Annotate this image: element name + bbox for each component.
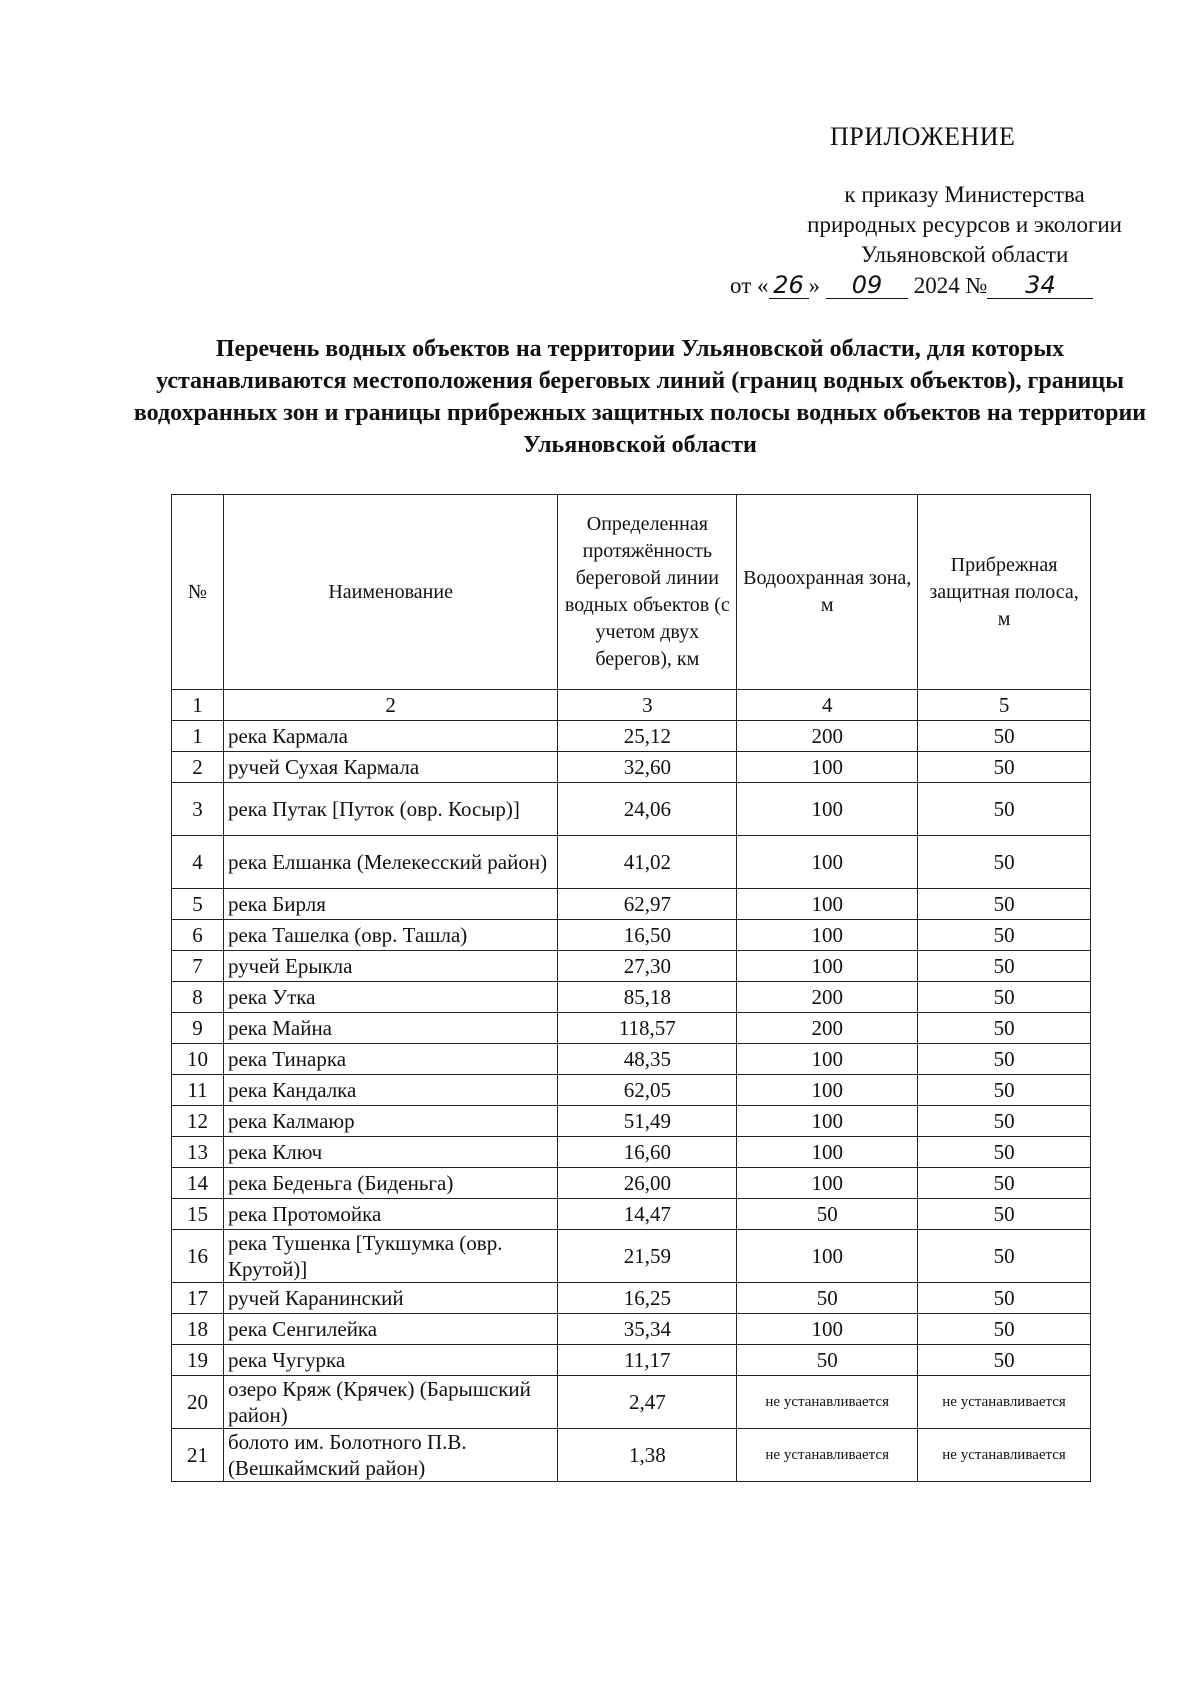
table-row bbox=[172, 752, 1091, 783]
row-strip: 50 bbox=[918, 982, 1091, 1013]
row-zone: 100 bbox=[737, 1230, 918, 1283]
table-row bbox=[172, 982, 1091, 1013]
header-name: Наименование bbox=[223, 495, 557, 690]
row-zone: 100 bbox=[737, 752, 918, 783]
order-line-2: природных ресурсов и экологии bbox=[807, 212, 1122, 237]
row-length: 21,59 bbox=[558, 1230, 737, 1283]
row-length: 51,49 bbox=[558, 1106, 737, 1137]
row-number: 17 bbox=[172, 1283, 224, 1314]
row-strip: 50 bbox=[918, 951, 1091, 982]
row-length: 24,06 bbox=[558, 783, 737, 836]
row-strip: 50 bbox=[918, 1044, 1091, 1075]
row-name: река Тинарка bbox=[223, 1044, 557, 1075]
table-row bbox=[172, 783, 1091, 836]
handwritten-month: 09 bbox=[826, 272, 908, 299]
row-length: 26,00 bbox=[558, 1168, 737, 1199]
row-name: ручей Ерыкла bbox=[223, 951, 557, 982]
table-header-row bbox=[172, 495, 1091, 690]
row-name: река Майна bbox=[223, 1013, 557, 1044]
row-name: болото им. Болотного П.В. (Вешкаймский район) bbox=[223, 1429, 557, 1482]
row-number: 7 bbox=[172, 951, 224, 982]
table-row bbox=[172, 1345, 1091, 1376]
row-length: 27,30 bbox=[558, 951, 737, 982]
row-name: река Тушенка [Тукшумка (овр. Крутой)] bbox=[223, 1230, 557, 1283]
row-zone: 100 bbox=[737, 1106, 918, 1137]
column-numbers-row bbox=[172, 690, 1091, 721]
row-length: 32,60 bbox=[558, 752, 737, 783]
row-length: 41,02 bbox=[558, 836, 737, 889]
row-strip: 50 bbox=[918, 1075, 1091, 1106]
row-strip: не устанавливается bbox=[918, 1429, 1091, 1482]
row-strip: 50 bbox=[918, 889, 1091, 920]
row-name: река Путак [Путок (овр. Косыр)] bbox=[223, 783, 557, 836]
year-number-label: 2024 № bbox=[913, 273, 988, 298]
row-name: река Бирля bbox=[223, 889, 557, 920]
row-number: 4 bbox=[172, 836, 224, 889]
row-name: река Ташелка (овр. Ташла) bbox=[223, 920, 557, 951]
row-zone: 50 bbox=[737, 1345, 918, 1376]
col-number: 1 bbox=[172, 690, 224, 721]
row-number: 21 bbox=[172, 1429, 224, 1482]
table-row bbox=[172, 836, 1091, 889]
date-mid: » bbox=[808, 273, 820, 298]
row-strip: 50 bbox=[918, 1283, 1091, 1314]
order-line-1: к приказу Министерства bbox=[844, 182, 1085, 207]
row-name: река Утка bbox=[223, 982, 557, 1013]
row-number: 3 bbox=[172, 783, 224, 836]
row-zone: 100 bbox=[737, 920, 918, 951]
row-strip: 50 bbox=[918, 1345, 1091, 1376]
table-row bbox=[172, 951, 1091, 982]
row-number: 13 bbox=[172, 1137, 224, 1168]
row-zone: 100 bbox=[737, 836, 918, 889]
row-strip: 50 bbox=[918, 721, 1091, 752]
row-zone: 100 bbox=[737, 1137, 918, 1168]
table-row bbox=[172, 1199, 1091, 1230]
row-strip: 50 bbox=[918, 752, 1091, 783]
row-length: 25,12 bbox=[558, 721, 737, 752]
row-number: 15 bbox=[172, 1199, 224, 1230]
header-strip: Прибрежная защитная полоса, м bbox=[918, 495, 1091, 690]
row-length: 35,34 bbox=[558, 1314, 737, 1345]
order-line-3: Ульяновской области bbox=[860, 242, 1069, 267]
row-zone: 100 bbox=[737, 1168, 918, 1199]
row-name: река Сенгилейка bbox=[223, 1314, 557, 1345]
row-length: 16,25 bbox=[558, 1283, 737, 1314]
row-name: река Ключ bbox=[223, 1137, 557, 1168]
row-zone: 100 bbox=[737, 1075, 918, 1106]
order-date-line bbox=[730, 272, 1093, 299]
row-zone: 50 bbox=[737, 1199, 918, 1230]
row-number: 16 bbox=[172, 1230, 224, 1283]
row-strip: 50 bbox=[918, 1168, 1091, 1199]
row-strip: 50 bbox=[918, 836, 1091, 889]
row-strip: 50 bbox=[918, 1106, 1091, 1137]
row-length: 62,97 bbox=[558, 889, 737, 920]
row-number: 10 bbox=[172, 1044, 224, 1075]
table-row bbox=[172, 889, 1091, 920]
handwritten-day: 26 bbox=[769, 272, 809, 299]
col-number: 2 bbox=[223, 690, 557, 721]
table-row bbox=[172, 1106, 1091, 1137]
row-zone: не устанавливается bbox=[737, 1429, 918, 1482]
row-number: 12 bbox=[172, 1106, 224, 1137]
row-number: 8 bbox=[172, 982, 224, 1013]
table-row bbox=[172, 1429, 1091, 1482]
row-strip: 50 bbox=[918, 1013, 1091, 1044]
row-name: река Кармала bbox=[223, 721, 557, 752]
handwritten-number: 34 bbox=[987, 272, 1093, 299]
row-length: 16,60 bbox=[558, 1137, 737, 1168]
table-row bbox=[172, 721, 1091, 752]
col-number: 3 bbox=[558, 690, 737, 721]
row-length: 11,17 bbox=[558, 1345, 737, 1376]
table-row bbox=[172, 1044, 1091, 1075]
row-number: 20 bbox=[172, 1376, 224, 1429]
row-number: 19 bbox=[172, 1345, 224, 1376]
row-zone: не устанавливается bbox=[737, 1376, 918, 1429]
row-name: ручей Каранинский bbox=[223, 1283, 557, 1314]
document-heading: Перечень водных объектов на территории Ульяновской области, для которых устанавливаются местоположения береговых линий (границ водных объектов), границы водохранных зон и границы прибрежных защитных полосы водных объектов на территории Ульяновской области bbox=[133, 336, 1147, 458]
row-length: 118,57 bbox=[558, 1013, 737, 1044]
row-zone: 50 bbox=[737, 1283, 918, 1314]
row-length: 2,47 bbox=[558, 1376, 737, 1429]
table-row bbox=[172, 1075, 1091, 1106]
table-row bbox=[172, 1314, 1091, 1345]
row-zone: 200 bbox=[737, 721, 918, 752]
col-number: 5 bbox=[918, 690, 1091, 721]
row-number: 6 bbox=[172, 920, 224, 951]
row-number: 2 bbox=[172, 752, 224, 783]
row-name: ручей Сухая Кармала bbox=[223, 752, 557, 783]
row-zone: 200 bbox=[737, 982, 918, 1013]
table-row bbox=[172, 920, 1091, 951]
row-number: 11 bbox=[172, 1075, 224, 1106]
row-length: 1,38 bbox=[558, 1429, 737, 1482]
table-row bbox=[172, 1168, 1091, 1199]
row-length: 16,50 bbox=[558, 920, 737, 951]
table-row bbox=[172, 1230, 1091, 1283]
row-length: 85,18 bbox=[558, 982, 737, 1013]
table-row bbox=[172, 1013, 1091, 1044]
col-number: 4 bbox=[737, 690, 918, 721]
row-zone: 200 bbox=[737, 1013, 918, 1044]
date-prefix: от « bbox=[730, 273, 769, 298]
row-name: река Елшанка (Мелекесский район) bbox=[223, 836, 557, 889]
row-zone: 100 bbox=[737, 951, 918, 982]
row-strip: 50 bbox=[918, 1199, 1091, 1230]
row-length: 48,35 bbox=[558, 1044, 737, 1075]
water-objects-table bbox=[171, 494, 1091, 1482]
row-number: 9 bbox=[172, 1013, 224, 1044]
row-number: 1 bbox=[172, 721, 224, 752]
row-strip: не устанавливается bbox=[918, 1376, 1091, 1429]
row-number: 18 bbox=[172, 1314, 224, 1345]
row-number: 5 bbox=[172, 889, 224, 920]
table-row bbox=[172, 1376, 1091, 1429]
row-name: река Калмаюр bbox=[223, 1106, 557, 1137]
header-zone: Водоохранная зона, м bbox=[737, 495, 918, 690]
row-name: река Протомойка bbox=[223, 1199, 557, 1230]
order-reference bbox=[807, 180, 1122, 270]
table-row bbox=[172, 1137, 1091, 1168]
appendix-title: ПРИЛОЖЕНИЕ bbox=[830, 122, 1016, 151]
row-number: 14 bbox=[172, 1168, 224, 1199]
row-zone: 100 bbox=[737, 1314, 918, 1345]
row-strip: 50 bbox=[918, 1314, 1091, 1345]
row-length: 62,05 bbox=[558, 1075, 737, 1106]
row-name: река Беденьга (Биденьга) bbox=[223, 1168, 557, 1199]
header-length: Определенная протяжённость береговой линии водных объектов (с учетом двух берегов), км bbox=[558, 495, 737, 690]
row-zone: 100 bbox=[737, 889, 918, 920]
row-zone: 100 bbox=[737, 1044, 918, 1075]
row-length: 14,47 bbox=[558, 1199, 737, 1230]
row-name: озеро Кряж (Крячек) (Барышский район) bbox=[223, 1376, 557, 1429]
row-strip: 50 bbox=[918, 1137, 1091, 1168]
row-strip: 50 bbox=[918, 1230, 1091, 1283]
row-strip: 50 bbox=[918, 920, 1091, 951]
table-row bbox=[172, 1283, 1091, 1314]
row-name: река Кандалка bbox=[223, 1075, 557, 1106]
row-zone: 100 bbox=[737, 783, 918, 836]
header-num: № bbox=[172, 495, 224, 690]
row-strip: 50 bbox=[918, 783, 1091, 836]
row-name: река Чугурка bbox=[223, 1345, 557, 1376]
